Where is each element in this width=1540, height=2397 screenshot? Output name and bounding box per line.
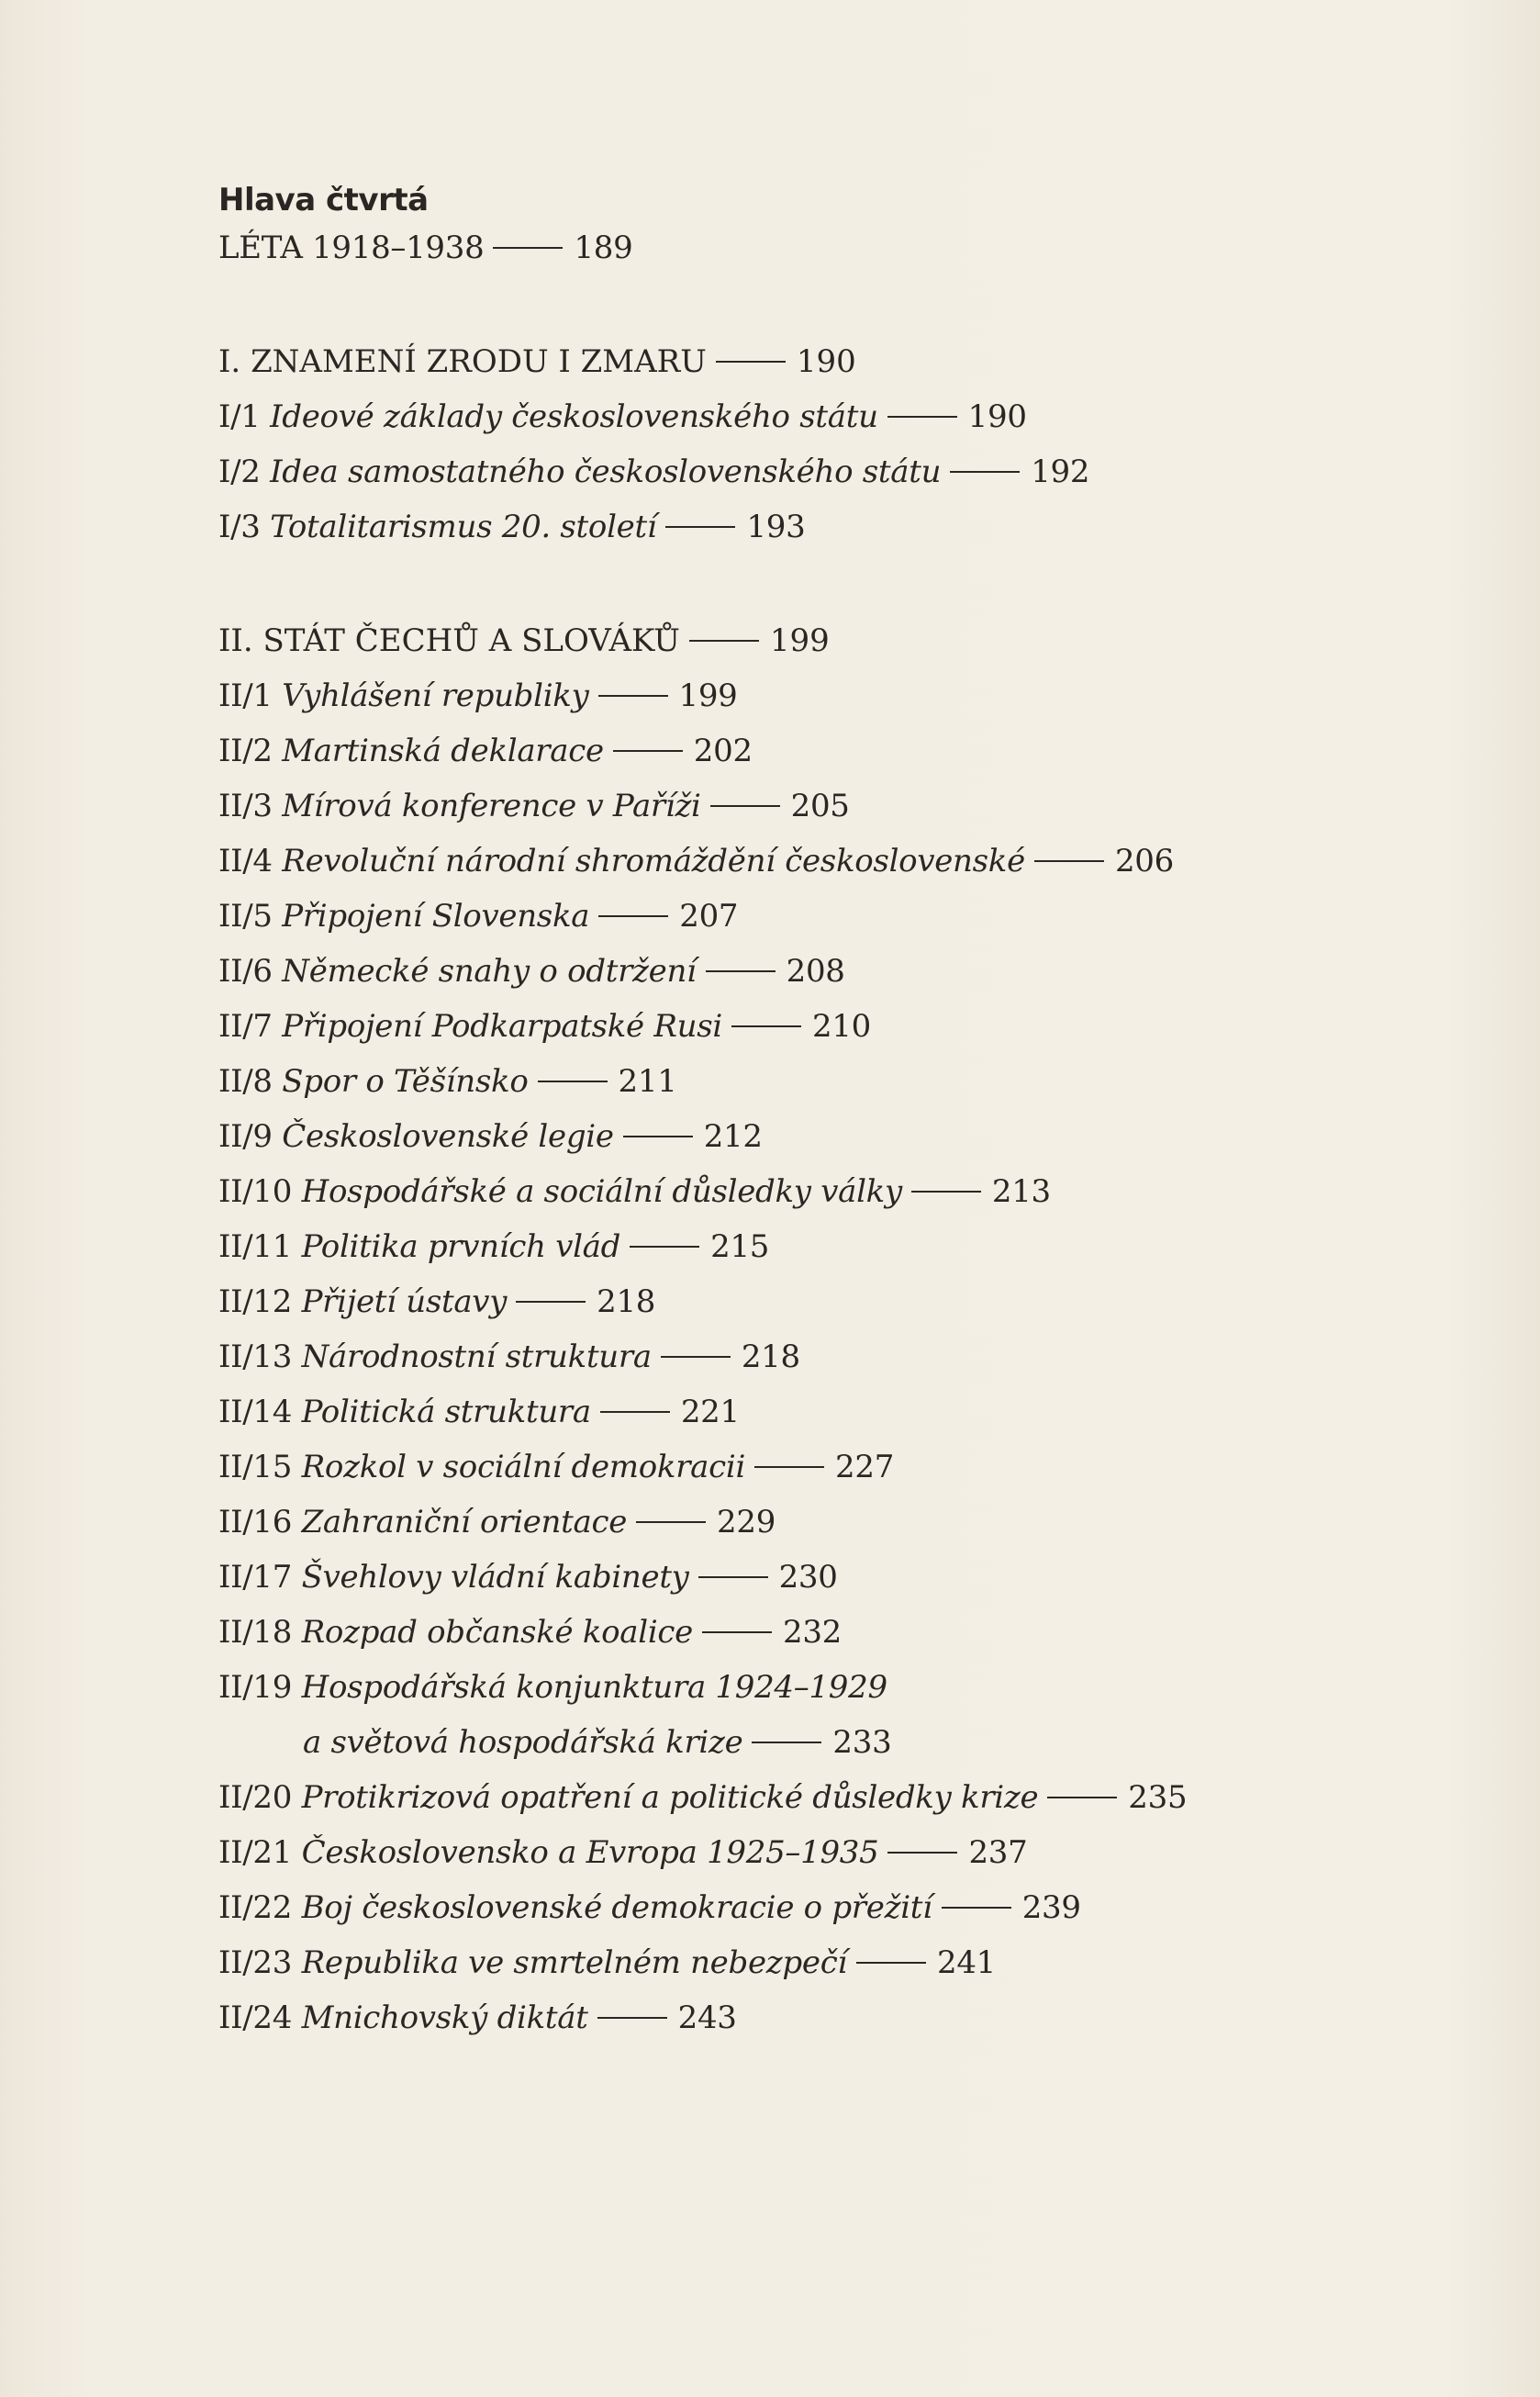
section-heading [218,613,1412,668]
entry-title: Připojení Podkarpatské Rusi [282,1008,723,1045]
leader-dash [689,640,759,642]
entry-code: II/1 [218,678,273,714]
chapter-title: LÉTA 1918–1938 [218,230,485,266]
entry-code: II/23 [218,1944,293,1981]
entry-title: Revoluční národní shromáždění československé [282,843,1025,879]
toc-entry [218,1990,1412,2045]
toc-entry [218,1605,1412,1660]
toc-entry [218,1274,1412,1329]
toc-entry [218,1109,1412,1164]
page-number: 218 [597,1283,656,1320]
page-number: 208 [786,953,845,990]
entry-title-continuation: a světová hospodářská krize [303,1724,743,1761]
toc-entry [218,834,1412,889]
table-of-contents [218,180,1412,2045]
page-number: 230 [778,1559,838,1596]
leader-dash [710,805,780,807]
page-number: 221 [680,1394,740,1430]
toc-entry [218,1219,1412,1274]
toc-entry [218,999,1412,1054]
toc-entry [218,1329,1412,1384]
entry-title: Československé legie [282,1118,614,1155]
entry-title: Zahraniční orientace [301,1504,628,1540]
entry-code: II/19 [218,1669,293,1706]
entry-code: II/15 [218,1449,293,1485]
entry-code: II/20 [218,1779,293,1816]
toc-entry [218,1054,1412,1109]
page-number: 213 [991,1173,1051,1210]
toc-entry [218,1935,1412,1990]
page-number: 237 [968,1834,1028,1871]
section-title: ZNAMENÍ ZRODU I ZMARU [251,343,707,380]
toc-entry [218,1825,1412,1880]
entry-title: Protikrizová opatření a politické důsledky krize [301,1779,1039,1816]
entry-title: Ideové základy československého státu [270,398,878,435]
leader-dash [731,1025,801,1027]
page-number: 215 [710,1228,770,1265]
leader-dash [636,1521,706,1523]
leader-dash [950,471,1020,473]
page-number: 212 [703,1118,763,1155]
leader-dash [630,1246,699,1248]
entry-title: Švehlovy vládní kabinety [301,1559,689,1596]
leader-dash [597,2017,667,2019]
section-title: STÁT ČECHŮ A SLOVÁKŮ [262,622,680,659]
entry-title: Politická struktura [301,1394,591,1430]
entry-title: Přijetí ústavy [301,1283,508,1320]
toc-entry [218,499,1412,554]
entry-title: Hospodářské a sociální důsledky války [301,1173,902,1210]
page-number: 235 [1128,1779,1188,1816]
leader-dash [716,361,786,363]
page-number: 210 [812,1008,872,1045]
entry-code: II/5 [218,898,273,935]
chapter-title-line [218,220,1412,275]
leader-dash [665,526,735,528]
toc-entry [218,1495,1412,1550]
leader-dash [702,1631,772,1633]
page-number: 239 [1021,1889,1081,1926]
entry-title: Československo a Evropa 1925–1935 [301,1834,879,1871]
page-number: 229 [717,1504,776,1540]
toc-entry-continuation [218,1715,1412,1770]
page-number: 189 [574,230,633,266]
entry-code: II/11 [218,1228,293,1265]
toc-entry [218,1770,1412,1825]
page-number: 199 [769,622,830,659]
toc-entry [218,1164,1412,1219]
entry-code: II/14 [218,1394,293,1430]
entry-title: Mírová konference v Paříži [282,788,701,824]
entry-title: Národnostní struktura [301,1339,652,1375]
toc-entry [218,1384,1412,1439]
leader-dash [623,1136,693,1137]
toc-entry [218,778,1412,834]
entry-code: I/1 [218,398,261,435]
entry-code: II/16 [218,1504,293,1540]
entry-code: II/21 [218,1834,293,1871]
entry-code: II/2 [218,733,273,769]
entry-code: II/18 [218,1614,293,1651]
page-number: 241 [937,1944,997,1981]
page-number: 193 [746,509,806,545]
chapter-label: Hlava čtvrtá [218,182,429,218]
entry-code: II/3 [218,788,273,824]
leader-dash [598,695,668,697]
toc-entry [218,889,1412,944]
leader-dash [598,915,668,917]
leader-dash [698,1576,768,1578]
entry-code: II/8 [218,1063,273,1100]
toc-entry [218,944,1412,999]
entry-code: II/22 [218,1889,293,1926]
entry-code: II/4 [218,843,273,879]
entry-title: Rozkol v sociální demokracii [301,1449,746,1485]
page-number: 190 [967,398,1027,435]
page-number: 190 [796,343,856,380]
leader-dash [911,1191,981,1193]
page-number: 206 [1114,843,1174,879]
entry-code: II/6 [218,953,273,990]
page-number: 232 [782,1614,842,1651]
entry-code: II/7 [218,1008,273,1045]
leader-dash [856,1962,926,1964]
leader-dash [516,1301,586,1303]
entry-title: Rozpad občanské koalice [301,1614,693,1651]
page-number: 218 [741,1339,800,1375]
entry-title: Republika ve smrtelném nebezpečí [301,1944,848,1981]
entry-code: II/17 [218,1559,293,1596]
leader-dash [706,970,776,972]
leader-dash [1047,1797,1117,1798]
entry-title: Martinská deklarace [282,733,604,769]
entry-title: Vyhlášení republiky [282,678,589,714]
entry-title: Spor o Těšínsko [282,1063,529,1100]
leader-dash [752,1742,821,1743]
leader-dash [754,1466,824,1468]
entry-title: Totalitarismus 20. století [270,509,657,545]
entry-title: Idea samostatného československého státu [270,454,942,490]
page-number: 207 [679,898,739,935]
toc-entry [218,1880,1412,1935]
toc-entry [218,389,1412,444]
toc-entry [218,1439,1412,1495]
entry-code: II/9 [218,1118,273,1155]
entry-title: Mnichovský diktát [301,1999,588,2036]
page-number: 243 [677,1999,737,2036]
leader-dash [613,750,683,752]
entry-code: II/13 [218,1339,293,1375]
entry-code: II/12 [218,1283,293,1320]
section-code: I. [218,343,241,380]
page-number: 211 [618,1063,677,1100]
page-number: 192 [1031,454,1090,490]
leader-dash [1034,860,1104,862]
entry-title: Hospodářská konjunktura 1924–1929 [301,1669,887,1706]
page-number: 205 [790,788,850,824]
entry-title: Německé snahy o odtržení [282,953,697,990]
toc-entry [218,1550,1412,1605]
toc-entry [218,723,1412,778]
page-number: 233 [832,1724,892,1761]
entry-title: Boj československé demokracie o přežití [301,1889,932,1926]
toc-entry [218,668,1412,723]
leader-dash [600,1411,670,1413]
entry-code: I/2 [218,454,261,490]
entry-code: II/10 [218,1173,293,1210]
leader-dash [661,1356,731,1358]
entry-title: Politika prvních vlád [301,1228,621,1265]
entry-code: II/24 [218,1999,293,2036]
toc-entry [218,1660,1412,1715]
entry-code: I/3 [218,509,261,545]
page-number: 227 [835,1449,895,1485]
section-code: II. [218,622,253,659]
leader-dash [887,1852,957,1854]
leader-dash [942,1907,1011,1909]
leader-dash [887,416,957,418]
page-number: 199 [678,678,738,714]
section-heading [218,334,1412,389]
entry-title: Připojení Slovenska [282,898,590,935]
page-number: 202 [693,733,753,769]
leader-dash [538,1081,608,1082]
leader-dash [493,247,563,249]
toc-entry [218,444,1412,499]
